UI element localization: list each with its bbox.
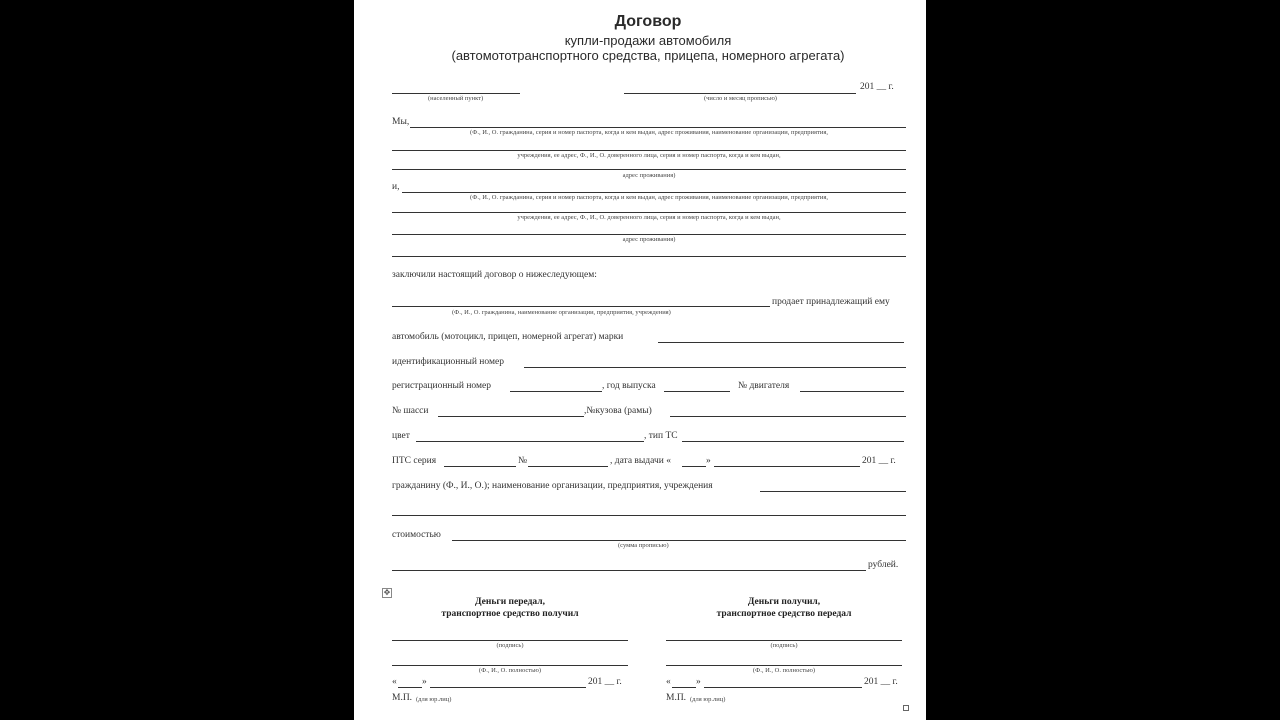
vehicle-type-line [682,441,904,442]
left-year: 201 __ г. [588,677,622,687]
chassis-label: № шасси [392,406,429,416]
sum-line [392,570,866,571]
party1-caption-3: адрес проживания) [622,172,676,179]
seller-line [392,306,770,307]
left-signature-line [392,640,628,641]
place-caption: (населенный пункт) [428,95,484,102]
document-page [354,0,926,720]
party1-caption-2: учреждения, ее адрес, Ф., И., О. доверенного лица, серия и номер паспорта, когда и кем выдан, [517,152,781,159]
right-date-open: « [666,677,671,687]
right-year: 201 __ г. [864,677,898,687]
color-line [416,441,644,442]
left-heading-2: транспортное средство получил [441,609,579,619]
car-make-label: автомобиль (мотоцикл, прицеп, номерной агрегат) марки [392,332,624,342]
issue-month-line [714,466,860,467]
right-month-line [704,687,862,688]
party1-caption-1: (Ф., И., О. гражданина, серия и номер паспорта, когда и кем выдан, адрес проживания, наименование организации, предприятия, [470,129,828,136]
left-date-close: » [422,677,427,687]
party1-line-2 [392,150,906,151]
pts-number-label: № [518,456,528,466]
buyer-label: гражданину (Ф., И., О.); наименование организации, предприятия, учреждения [392,481,713,491]
color-label: цвет [392,431,410,441]
right-heading-1: Деньги получил, [747,597,821,607]
vin-line [524,367,906,368]
pts-series-line [444,466,516,467]
cost-label: стоимостью [392,530,441,540]
document-subtitle: купли-продажи автомобиля [564,33,732,48]
party2-caption-2: учреждения, ее адрес, Ф., И., О. доверенного лица, серия и номер паспорта, когда и кем выдан, [517,214,781,221]
engine-line [800,391,904,392]
document-subtitle-detail: (автомототранспортного средства, прицепа, номерного агрегата) [451,48,845,63]
right-heading-2: транспортное средство передал [716,609,852,619]
party1-line-1 [410,127,906,128]
left-signature-caption: (подпись) [496,642,524,649]
right-signature-caption: (подпись) [770,642,798,649]
body-number-label: ,№кузова (рамы) [584,406,652,416]
left-fio-caption: (Ф., И., О. полностью) [478,667,542,674]
place-line [392,93,520,94]
issue-date-label: , дата выдачи « [610,456,671,466]
party2-caption-1: (Ф., И., О. гражданина, серия и номер паспорта, когда и кем выдан, адрес проживания, наименование организации, предприятия, [470,194,828,201]
party2-line-4 [392,256,906,257]
car-make-line [658,342,904,343]
party2-line-1 [402,192,906,193]
seller-caption: (Ф., И., О. гражданина, наименование организации, предприятия, учреждения) [452,309,671,316]
left-heading-1: Деньги передал, [475,597,545,607]
date-caption: (число и месяц прописью) [704,95,777,102]
party2-line-2 [392,212,906,213]
chassis-line [438,416,584,417]
pts-series-label: ПТС серия [392,456,437,466]
issue-day-line [682,466,706,467]
party2-line-3 [392,234,906,235]
issue-year: 201 __ г. [862,456,896,466]
party2-caption-3: адрес проживания) [622,236,676,243]
cost-line [452,540,906,541]
reg-line [510,391,602,392]
production-year-label: , год выпуска [602,381,656,391]
vehicle-type-label: , тип ТС [644,431,678,441]
right-stamp-label: М.П. [666,693,687,703]
right-day-line [672,687,696,688]
vin-label: идентификационный номер [392,357,504,367]
sells-label: продает принадлежащий ему [772,297,890,307]
pts-number-line [528,466,608,467]
buyer-line-2 [392,515,906,516]
concluded-text: заключили настоящий договор о нижеследующем: [392,270,597,280]
right-date-close: » [696,677,701,687]
resize-handle[interactable] [903,705,909,711]
rubles-label: рублей. [868,560,899,570]
buyer-line-1 [760,491,906,492]
production-year-line [664,391,730,392]
body-number-line [670,416,906,417]
left-stamp-label: М.П. [392,693,413,703]
left-fio-line [392,665,628,666]
left-stamp-caption: (для юр.лиц) [416,696,452,703]
reg-label: регистрационный номер [392,381,491,391]
right-signature-line [666,640,902,641]
date-line [624,93,856,94]
right-fio-caption: (Ф., И., О. полностью) [752,667,816,674]
sum-caption: (сумма прописью) [618,542,669,549]
we-label: Мы, [392,117,410,127]
and-label: и, [392,182,400,192]
left-date-open: « [392,677,397,687]
right-fio-line [666,665,902,666]
right-stamp-caption: (для юр.лиц) [690,696,726,703]
year-label: 201 __ г. [860,82,894,92]
issue-date-close: » [706,456,711,466]
document-title: Договор [614,13,682,30]
left-day-line [398,687,422,688]
left-month-line [430,687,586,688]
engine-label: № двигателя [738,381,790,391]
move-icon[interactable]: ✥ [383,588,391,597]
party1-line-3 [392,169,906,170]
